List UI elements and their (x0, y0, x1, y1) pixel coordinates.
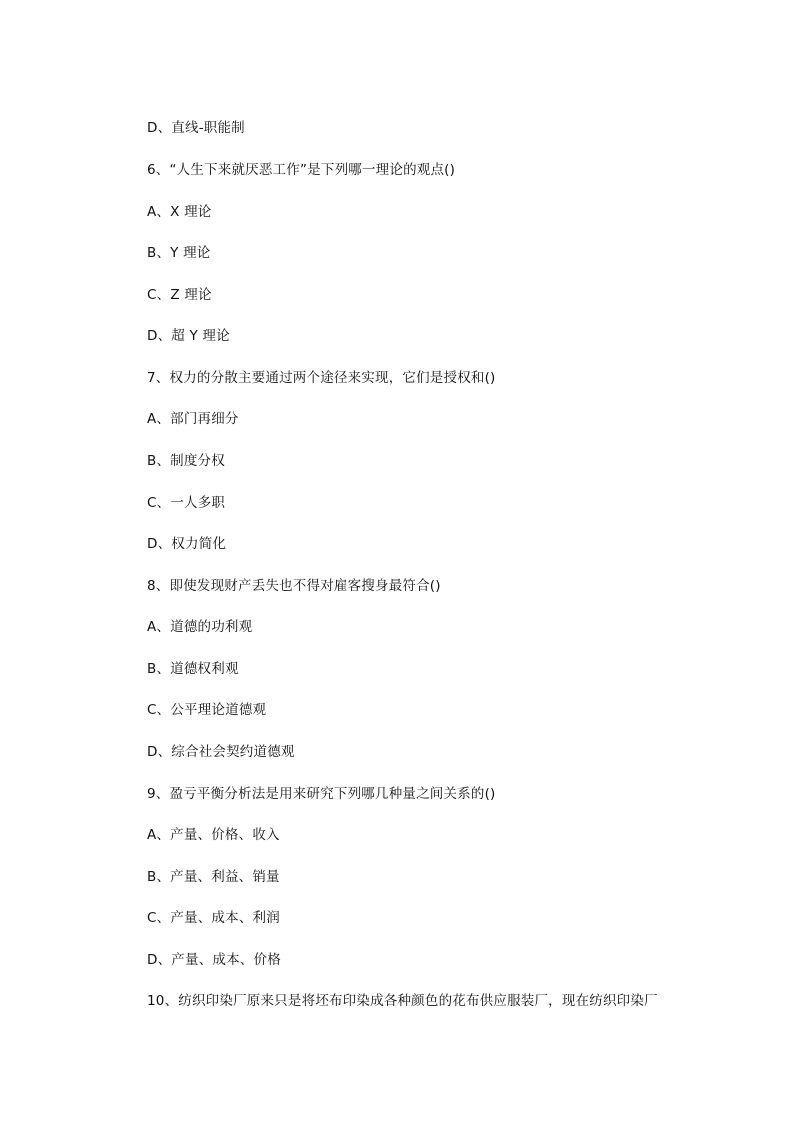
question-10: 10、纺织印染厂原来只是将坯布印染成各种颜色的花布供应服装厂，现在纺织印染厂 (147, 993, 658, 1009)
question-7: 7、权力的分散主要通过两个途径来实现，它们是授权和() (147, 370, 496, 386)
option-6-b: B、Y 理论 (147, 245, 211, 261)
option-8-a: A、道德的功利观 (147, 619, 253, 635)
option-7-d: D、权力简化 (147, 536, 227, 552)
option-8-b: B、道德权利观 (147, 661, 239, 677)
option-6-a: A、X 理论 (147, 204, 212, 220)
option-7-b: B、制度分权 (147, 453, 225, 469)
option-9-b: B、产量、利益、销量 (147, 869, 280, 885)
option-5-d: D、直线-职能制 (147, 120, 245, 136)
option-7-a: A、部门再细分 (147, 411, 239, 427)
option-9-d: D、产量、成本、价格 (147, 952, 281, 968)
question-8: 8、即使发现财产丢失也不得对雇客搜身最符合() (147, 578, 441, 594)
option-9-a: A、产量、价格、收入 (147, 827, 280, 843)
option-7-c: C、一人多职 (147, 495, 226, 511)
option-8-c: C、公平理论道德观 (147, 702, 267, 718)
question-9: 9、盈亏平衡分析法是用来研究下列哪几种量之间关系的() (147, 786, 496, 802)
option-6-c: C、Z 理论 (147, 287, 212, 303)
option-8-d: D、综合社会契约道德观 (147, 744, 295, 760)
option-6-d: D、超 Y 理论 (147, 328, 230, 344)
question-6: 6、“人生下来就厌恶工作”是下列哪一理论的观点() (147, 162, 456, 178)
option-9-c: C、产量、成本、利润 (147, 910, 280, 926)
